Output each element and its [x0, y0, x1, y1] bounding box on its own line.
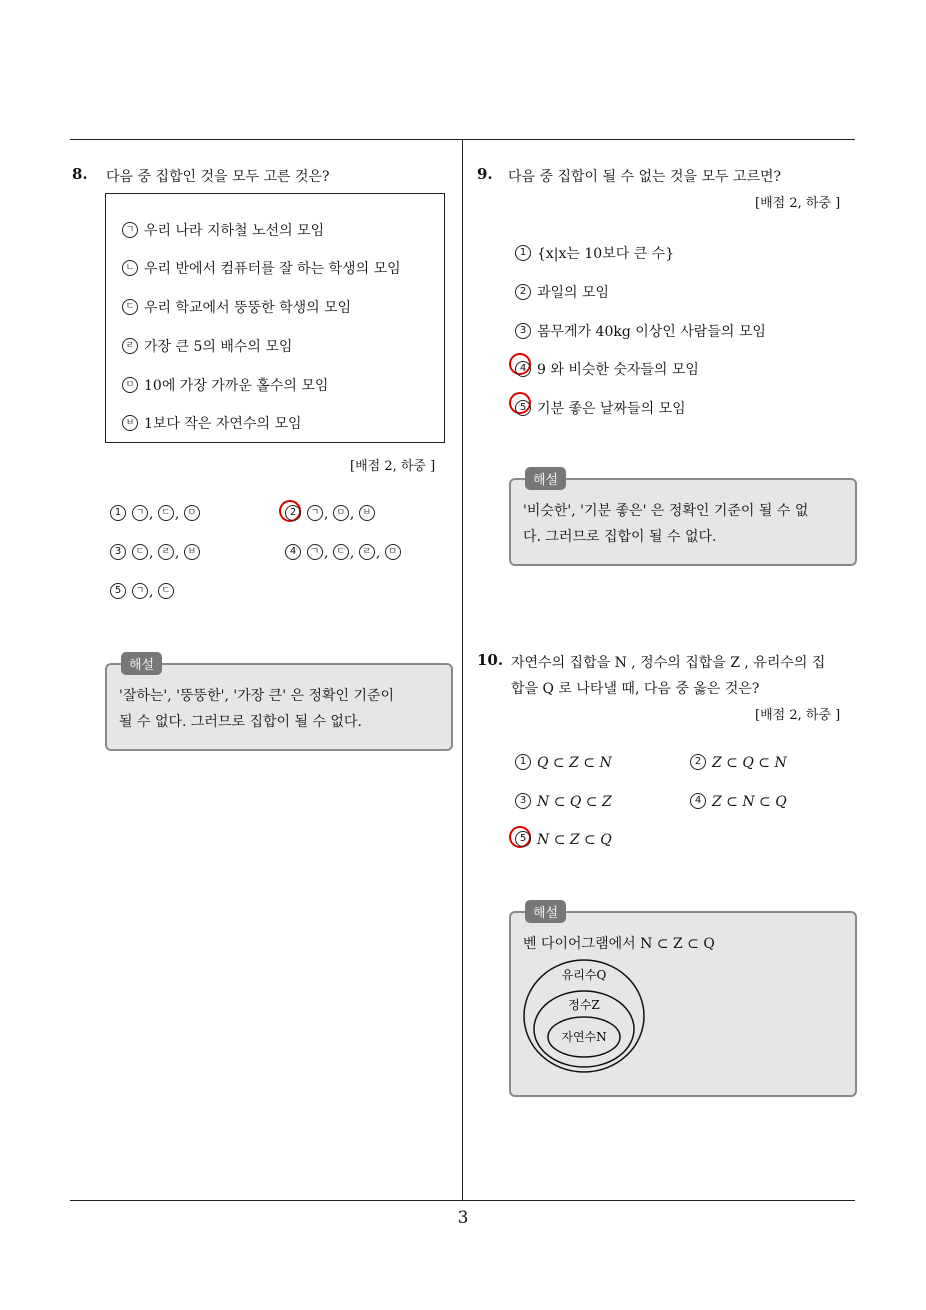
hangul-mark-icon: ㅂ — [184, 544, 200, 560]
option-number-icon: 1 — [110, 505, 126, 521]
venn-middle-label: 정수Z — [568, 998, 600, 1012]
explanation-box — [105, 658, 453, 751]
explanation-line-1: '잘하는', '뚱뚱한', '가장 큰' 은 정확인 기준이 — [119, 688, 395, 704]
item-text: 우리 학교에서 뚱뚱한 학생의 모임 — [144, 300, 352, 316]
hangul-mark-icon: ㅁ — [184, 505, 200, 521]
option-text: Q ⊂ Z ⊂ N — [537, 755, 612, 771]
explanation-tag: 해설 — [525, 900, 566, 923]
score-label: [배점 2, 하중 ] — [755, 196, 841, 211]
venn-outer-label: 유리수Q — [561, 968, 607, 982]
hangul-mark-icon: ㄴ — [122, 260, 138, 276]
option-text: 기분 좋은 날짜들의 모임 — [537, 401, 686, 417]
question-text-line-1: 자연수의 집합을 N , 정수의 집합을 Z , 유리수의 집 — [511, 655, 826, 671]
option-2[interactable] — [690, 755, 787, 771]
option-text: Z ⊂ Q ⊂ N — [712, 755, 787, 771]
score-label: [배점 2, 하중 ] — [755, 708, 841, 723]
option-number-icon: 1 — [515, 245, 531, 261]
question-text: 다음 중 집합인 것을 모두 고른 것은? — [106, 169, 330, 185]
hangul-mark-icon: ㄷ — [132, 544, 148, 560]
option-text: Z ⊂ N ⊂ Q — [712, 794, 787, 810]
question-text: 다음 중 집합이 될 수 없는 것을 모두 고르면? — [508, 169, 782, 185]
option-3[interactable] — [515, 794, 612, 810]
option-text: N ⊂ Q ⊂ Z — [537, 794, 612, 810]
option-5[interactable] — [515, 398, 686, 418]
hangul-mark-icon: ㅁ — [385, 544, 401, 560]
option-number-icon: 2 — [515, 284, 531, 300]
option-number-icon: 4 — [690, 793, 706, 809]
option-text: 과일의 모임 — [537, 285, 610, 301]
question-number: 8. — [72, 165, 88, 183]
explanation-tag: 해설 — [121, 652, 162, 675]
option-4[interactable]: 4 ㄱ , ㄷ , ㄹ , ㅁ — [285, 545, 402, 561]
hangul-mark-icon: ㄹ — [122, 338, 138, 354]
item-text: 10에 가장 가까운 홀수의 모임 — [144, 378, 329, 394]
hangul-mark-icon: ㄱ — [132, 583, 148, 599]
option-number-icon: 5 — [515, 400, 531, 416]
venn-diagram — [521, 959, 651, 1074]
option-4[interactable] — [690, 794, 787, 810]
explanation-line-2: 다. 그러므로 집합이 될 수 없다. — [523, 529, 717, 545]
option-4[interactable] — [515, 359, 699, 379]
page-number: 3 — [457, 1208, 469, 1228]
hangul-mark-icon: ㄷ — [122, 299, 138, 315]
hangul-mark-icon: ㄹ — [158, 544, 174, 560]
question-text-line-2: 합을 Q 로 나타낼 때, 다음 중 옳은 것은? — [511, 681, 760, 697]
explanation-line-2: 될 수 없다. 그러므로 집합이 될 수 없다. — [119, 714, 362, 730]
option-2[interactable] — [515, 282, 609, 302]
option-5[interactable]: 5 ㄱ , ㄷ — [110, 584, 175, 600]
hangul-mark-icon: ㄱ — [307, 544, 323, 560]
item-3 — [122, 297, 351, 317]
option-number-icon: 3 — [515, 323, 531, 339]
hangul-mark-icon: ㄷ — [333, 544, 349, 560]
option-number-icon: 5 — [515, 831, 531, 847]
option-2[interactable]: 2 ㄱ , ㅁ , ㅂ — [285, 506, 376, 522]
question-number: 10. — [477, 651, 504, 669]
hangul-mark-icon: ㅁ — [122, 377, 138, 393]
option-text: {x|x는 10보다 큰 수} — [537, 246, 675, 262]
hangul-mark-icon: ㄱ — [307, 505, 323, 521]
hangul-mark-icon: ㄷ — [158, 583, 174, 599]
hangul-mark-icon: ㅁ — [333, 505, 349, 521]
option-number-icon: 1 — [515, 754, 531, 770]
option-5[interactable] — [515, 832, 612, 848]
hangul-mark-icon: ㄱ — [132, 505, 148, 521]
item-text: 가장 큰 5의 배수의 모임 — [144, 339, 293, 355]
option-1[interactable] — [515, 243, 674, 263]
option-number-icon: 2 — [690, 754, 706, 770]
option-text: 9 와 비슷한 숫자들의 모임 — [537, 362, 699, 378]
option-number-icon: 3 — [515, 793, 531, 809]
explanation-line-1: '비슷한', '기분 좋은' 은 정확인 기준이 될 수 없 — [523, 503, 809, 519]
column-divider — [462, 139, 463, 1201]
explanation-line-1: 벤 다이어그램에서 N ⊂ Z ⊂ Q — [523, 936, 715, 952]
hangul-mark-icon: ㅂ — [122, 415, 138, 431]
explanation-box — [509, 906, 857, 1097]
hangul-mark-icon: ㅂ — [359, 505, 375, 521]
item-text: 우리 반에서 컴퓨터를 잘 하는 학생의 모임 — [144, 261, 401, 277]
hangul-mark-icon: ㄱ — [122, 222, 138, 238]
item-5 — [122, 375, 328, 395]
option-number-icon: 5 — [110, 583, 126, 599]
option-number-icon: 2 — [285, 505, 301, 521]
item-6 — [122, 413, 302, 433]
item-2 — [122, 258, 401, 278]
option-1[interactable] — [515, 755, 612, 771]
item-box — [105, 193, 445, 443]
option-1[interactable]: 1 ㄱ , ㄷ , ㅁ — [110, 506, 201, 522]
item-1 — [122, 220, 324, 240]
option-3[interactable] — [515, 321, 766, 341]
option-text: 몸무게가 40kg 이상인 사람들의 모임 — [537, 324, 766, 340]
score-label: [배점 2, 하중 ] — [350, 459, 436, 474]
item-text: 우리 나라 지하철 노선의 모임 — [144, 223, 325, 239]
question-number: 9. — [477, 165, 493, 183]
option-3[interactable]: 3 ㄷ , ㄹ , ㅂ — [110, 545, 201, 561]
option-number-icon: 4 — [285, 544, 301, 560]
explanation-box — [509, 473, 857, 566]
item-text: 1보다 작은 자연수의 모임 — [144, 416, 302, 432]
hangul-mark-icon: ㄷ — [158, 505, 174, 521]
option-number-icon: 3 — [110, 544, 126, 560]
option-number-icon: 4 — [515, 361, 531, 377]
venn-inner-label: 자연수N — [561, 1030, 607, 1044]
explanation-tag: 해설 — [525, 467, 566, 490]
hangul-mark-icon: ㄹ — [359, 544, 375, 560]
item-4 — [122, 336, 292, 356]
option-text: N ⊂ Z ⊂ Q — [537, 832, 612, 848]
